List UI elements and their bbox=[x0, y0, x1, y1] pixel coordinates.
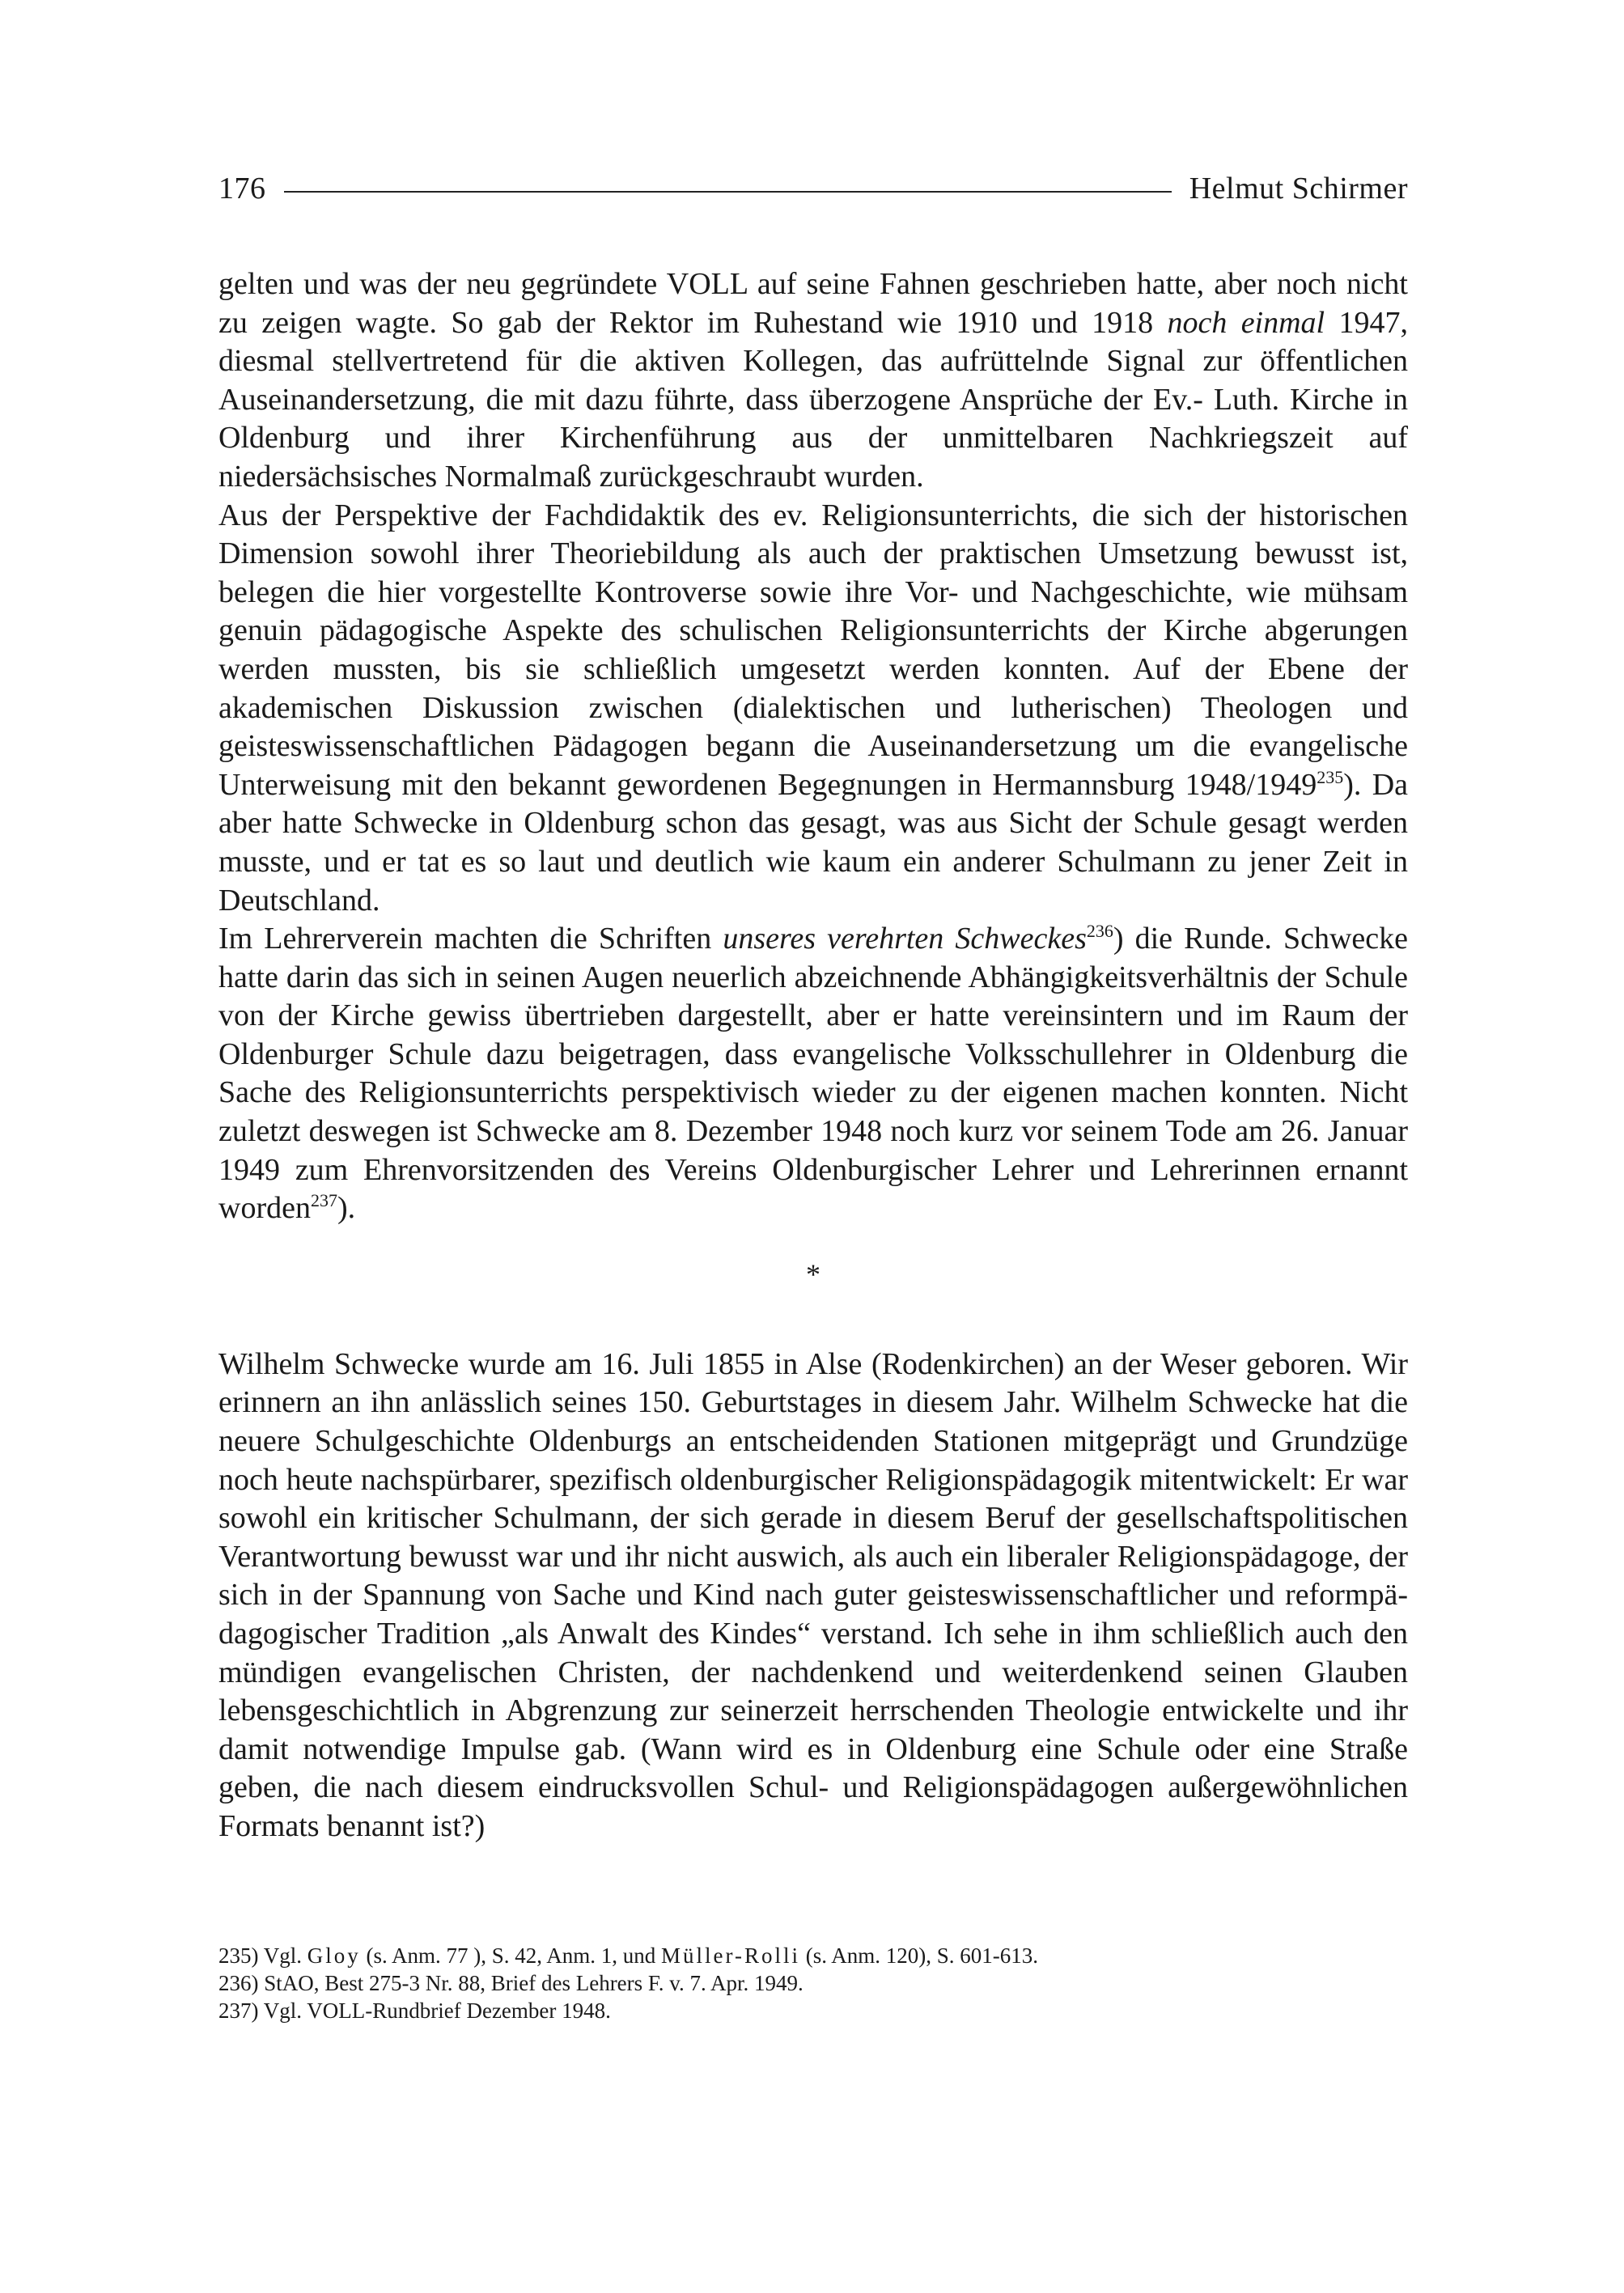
header-author: Helmut Schirmer bbox=[1189, 172, 1408, 206]
footnote-235-text-c: (s. Anm. 120), S. 601-613. bbox=[800, 1943, 1039, 1968]
paragraph-1-emphasis: noch einmal bbox=[1167, 305, 1325, 340]
footnote-236: 236) StAO, Best 275-3 Nr. 88, Brief des Lehrers F. v. 7. Apr. 1949. bbox=[218, 1971, 804, 1995]
paragraph-3-emphasis: unseres verehrten Schweckes bbox=[723, 922, 1087, 956]
footnote-235-name-2: Müller-Rolli bbox=[661, 1943, 800, 1968]
paragraph-3-text-c: ). bbox=[337, 1191, 356, 1226]
footnote-235-name-1: Gloy bbox=[307, 1943, 361, 1968]
paragraph-1-text-a: gelten und was der neu gegründete VOLL auf seine Fahnen geschrieben hatte, aber noch nicht zu zeigen wagte. So gab der Rektor im Ruhestand wie 1910 und 1918 bbox=[218, 267, 1408, 340]
paragraph-2-text-b: ). Da aber hatte Schwecke in Oldenburg schon das gesagt, was aus Sicht der Schule gesagt werden musste, und er tat es so laut und deutlich wie kaum ein anderer Schulmann zu jener Zeit in Deutschland. bbox=[218, 767, 1409, 918]
footnote-235-text-a: 235) Vgl. bbox=[218, 1943, 307, 1968]
footnote-237: 237) Vgl. VOLL-Rundbrief Dezember 1948. bbox=[218, 1998, 611, 2023]
footnotes bbox=[218, 1942, 1408, 2024]
paragraph-2 bbox=[218, 497, 1408, 921]
paragraph-3-text-a: Im Lehrerverein machten die Schriften bbox=[218, 922, 723, 956]
paragraph-1-text-b: 1947, diesmal stellvertretend für die aktiven Kollegen, das aufrüttelnde Signal zur öffentlichen Auseinandersetzung, die mit dazu führte, dass überzogene Ansprüche der Ev.- Luth. Kirche in Oldenburg und ihrer Kirchenführung aus der unmittelbaren Nachkriegszeit auf niedersächsisches Normalmaß zurückgeschraubt wurden. bbox=[218, 305, 1408, 494]
page-number: 176 bbox=[218, 172, 266, 206]
footnote-235-text-b: (s. Anm. 77 ), S. 42, Anm. 1, und bbox=[360, 1943, 662, 1968]
footnote-ref-237: 237 bbox=[310, 1190, 337, 1211]
footnote-ref-236: 236 bbox=[1086, 921, 1113, 942]
footnote-ref-235: 235 bbox=[1317, 766, 1344, 787]
document-page bbox=[218, 0, 1408, 2293]
paragraph-3 bbox=[218, 920, 1408, 1228]
paragraph-1 bbox=[218, 265, 1408, 497]
paragraph-3-text-b: ) die Runde. Schwecke hatte darin das sich in seinen Augen neuerlich abzeichnende Abhängigkeitsverhältnis der Schule von der Kirche gewiss übertrieben dargestellt, aber er hatte vereinsintern und im Raum der Oldenburger Schule dazu beigetragen, dass evangelische Volksschullehrer in Oldenburg die Sache des Religionsunterrichts perspektivisch wieder zu der eigenen machen konnten. Nicht zuletzt deswegen ist Schwecke am 8. Dezember 1948 noch kurz vor seinem Tode am 26. Januar 1949 zum Ehrenvorsitzenden des Vereins Oldenburgischer Lehrer und Lehrerinnen ernannt worden bbox=[218, 922, 1408, 1226]
paragraph-4: Wilhelm Schwecke wurde am 16. Juli 1855 in Alse (Rodenkirchen) an der Weser geboren. Wir erinnern an ihn anlässlich seines 150. Geburtstages in diesem Jahr. Wilhelm Schwecke hat die neuere Schulgeschichte Oldenburgs an entscheidenden Stationen mitgeprägt und Grundzüge noch heute nachspürbarer, spezifisch oldenburgischer Religionspädagogik mitentwickelt: Er war sowohl ein kritischer Schulmann, der sich gerade in diesem Beruf der gesellschaftspolitischen Verantwortung bewusst war und ihr nicht auswich, als auch ein liberaler Religionspädagoge, der sich in der Spannung von Sache und Kind nach guter geisteswissenschaftlicher und reformpädagogischer Tradition „als Anwalt des Kindes“ verstand. Ich sehe in ihm schließlich auch den mündigen evangelischen Christen, der nachdenkend und weiterdenkend seinen Glauben lebensgeschichtlich in Abgrenzung zur seinerzeit herrschenden Theologie entwickelte und ihr damit notwendige Impulse gab. (Wann wird es in Oldenburg eine Schule oder eine Straße geben, die nach diesem eindrucksvollen Schul- und Religionspädagogen außergewöhnlichen Formats benannt ist?) bbox=[218, 1346, 1408, 1843]
footnote-235 bbox=[218, 1942, 1408, 1969]
running-header bbox=[218, 166, 1408, 211]
section-separator: * bbox=[806, 1257, 820, 1291]
main-text bbox=[218, 265, 1408, 1846]
header-rule bbox=[284, 191, 1172, 193]
paragraph-2-text-a: Aus der Perspektive der Fachdidaktik des ev. Religionsunterrichts, die sich der historischen Dimension sowohl ihrer Theoriebildung als auch der praktischen Umsetzung bewusst ist, belegen die hier vorgestellte Kontroverse sowie ihre Vor- und Nachgeschichte, wie mühsam genuin pädagogische Aspekte des schulischen Religionsunterrichts der Kirche abgerungen werden mussten, bis sie schließlich umgesetzt werden konnten. Auf der Ebene der akademischen Diskussion zwischen (dialektischen und lutherischen) Theologen und geisteswissenschaftlichen Pädagogen begann die Auseinandersetzung um die evangelische Unterweisung mit den bekannt gewordenen Begegnungen in Hermannsburg 1948/1949 bbox=[218, 498, 1408, 802]
